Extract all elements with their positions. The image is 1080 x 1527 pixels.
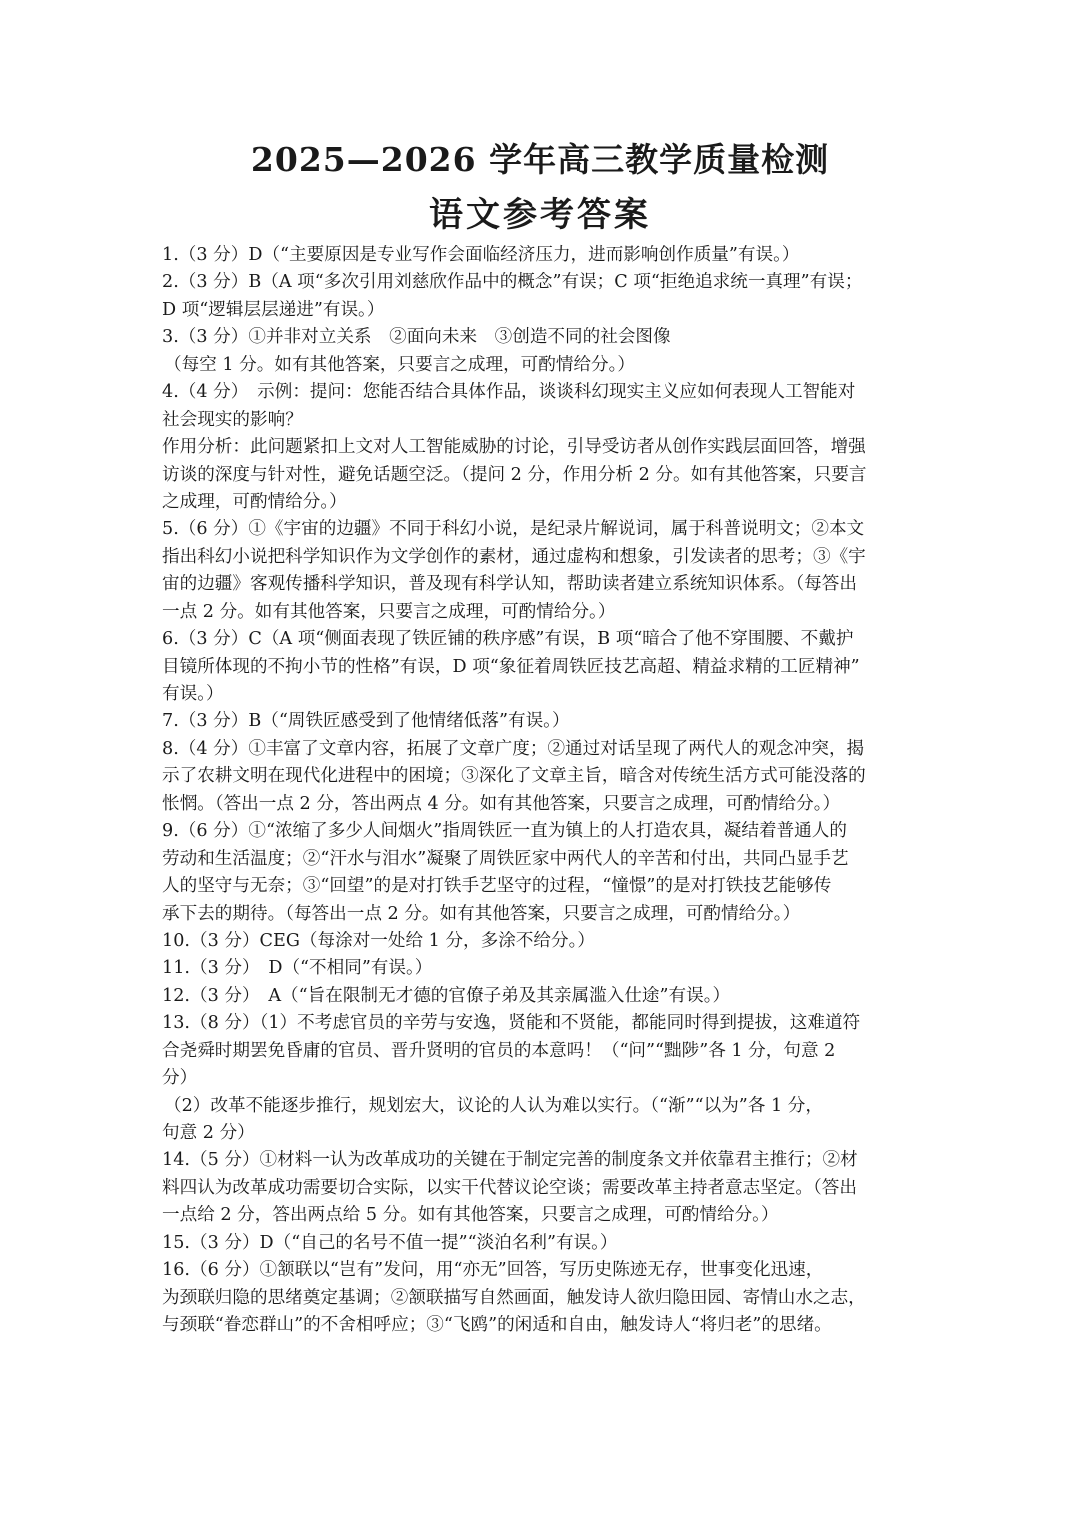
- answer-line: 13.（8 分）（1）不考虑官员的辛劳与安逸，贤能和不贤能，都能同时得到提拔，这难道符: [162, 1013, 861, 1034]
- answer-line: 10.（3 分）CEG（每涂对一处给 1 分，多涂不给分。）: [162, 930, 595, 951]
- answer-line: 12.（3 分） A（“旨在限制无才德的官僚子弟及其亲属滥入仕途”有误。）: [162, 985, 731, 1006]
- answer-line: 句意 2 分）: [162, 1123, 255, 1143]
- answer-line: （2）改革不能逐步推行，规划宏大，议论的人认为难以实行。（“渐”“以为”各 1 分，: [164, 1095, 823, 1116]
- answer-line: （每空 1 分。如有其他答案，只要言之成理，可酌情给分。）: [164, 354, 636, 375]
- answer-line: 承下去的期待。（每答出一点 2 分。如有其他答案，只要言之成理，可酌情给分。）: [162, 903, 801, 924]
- answer-line: 与颈联“眷恋群山”的不舍相呼应；③“飞鸥”的闲适和自由，触发诗人“将归老”的思绪。: [162, 1315, 832, 1336]
- answer-line: 6.（3 分）C（A 项“侧面表现了铁匠铺的秩序感”有误，B 项“暗合了他不穿围腰、不戴护: [162, 629, 854, 650]
- answer-line: 8.（4 分）①丰富了文章内容，拓展了文章广度；②通过对话呈现了两代人的观念冲突，揭: [162, 738, 865, 759]
- answer-line: 3.（3 分）①并非对立关系 ②面向未来 ③创造不同的社会图像: [162, 327, 671, 348]
- document-subtitle: 语文参考答案: [429, 195, 651, 235]
- answer-line: 7.（3 分）B（“周铁匠感受到了他情绪低落”有误。）: [162, 711, 570, 732]
- answer-line: 5.（6 分）①《宇宙的边疆》不同于科幻小说，是纪录片解说词，属于科普说明文；②本文: [162, 519, 865, 540]
- answer-line: 4.（4 分） 示例：提问：您能否结合具体作品，谈谈科幻现实主义应如何表现人工智能对: [162, 382, 856, 403]
- document-title: 2025—2026 学年高三教学质量检测: [250, 140, 830, 179]
- answer-line: 14.（5 分）①材料一认为改革成功的关键在于制定完善的制度条文并依靠君主推行；②材: [162, 1150, 858, 1171]
- answer-line: 为颈联归隐的思绪奠定基调；②颔联描写自然画面，触发诗人欲归隐田园、寄情山水之志，: [162, 1287, 866, 1308]
- answer-line: 料四认为改革成功需要切合实际，以实干代替议论空谈；需要改革主持者意志坚定。（答出: [162, 1177, 857, 1198]
- answer-line: 9.（6 分）①“浓缩了多少人间烟火”指周铁匠一直为镇上的人打造农具，凝结着普通人的: [162, 821, 847, 842]
- answer-line: 目镜所体现的不拘小节的性格”有误，D 项“象征着周铁匠技艺高超、精益求精的工匠精神”: [162, 656, 860, 677]
- answer-line: 11.（3 分） D（“不相同”有误。）: [162, 958, 433, 979]
- answer-line: 一点给 2 分，答出两点给 5 分。如有其他答案，只要言之成理，可酌情给分。）: [162, 1205, 779, 1226]
- answer-line: 怅惘。（答出一点 2 分，答出两点 4 分。如有其他答案，只要言之成理，可酌情给分。）: [162, 793, 841, 814]
- answer-line: 分）: [162, 1068, 198, 1089]
- answer-line: 15.（3 分）D（“自己的名号不值一提”“淡泊名利”有误。）: [162, 1232, 618, 1253]
- answer-line: 2.（3 分）B（A 项“多次引用刘慈欣作品中的概念”有误；C 项“拒绝追求统一真理”有误；: [162, 272, 863, 293]
- answer-line: 16.（6 分）①颔联以“岂有”发问，用“亦无”回答，写历史陈迹无存，世事变化迅速，: [162, 1260, 824, 1281]
- answer-line: 作用分析：此问题紧扣上文对人工智能威胁的讨论，引导受访者从创作实践层面回答，增强: [162, 437, 866, 458]
- answer-line: 合尧舜时期罢免昏庸的官员、晋升贤明的官员的本意吗！（“问”“黜陟”各 1 分，句意 2: [162, 1040, 836, 1061]
- answer-line: 社会现实的影响？: [162, 409, 303, 430]
- answer-line: 示了农耕文明在现代化进程中的困境；③深化了文章主旨，暗含对传统生活方式可能没落的: [162, 766, 866, 787]
- answer-line: 劳动和生活温度；②“汗水与泪水”凝聚了周铁匠家中两代人的辛苦和付出，共同凸显手艺: [162, 848, 849, 869]
- answer-line: 指出科幻小说把科学知识作为文学创作的素材，通过虚构和想象，引发读者的思考；③《宇: [162, 546, 866, 567]
- answer-line: 有误。）: [162, 684, 224, 704]
- answer-line: 1.（3 分）D（“主要原因是专业写作会面临经济压力，进而影响创作质量”有误。）: [162, 245, 800, 265]
- answer-line: D 项“逻辑层层递进”有误。）: [162, 299, 385, 320]
- answer-line: 之成理，可酌情给分。）: [162, 491, 347, 512]
- answer-line: 人的坚守与无奈；③“回望”的是对打铁手艺坚守的过程，“憧憬”的是对打铁技艺能够传: [162, 876, 832, 897]
- answer-list: [162, 242, 922, 1340]
- answer-line: 宙的边疆》客观传播科学知识，普及现有科学认知，帮助读者建立系统知识体系。（每答出: [162, 574, 857, 595]
- answer-line: 一点 2 分。如有其他答案，只要言之成理，可酌情给分。）: [162, 601, 616, 622]
- answer-line: 访谈的深度与针对性，避免话题空泛。（提问 2 分，作用分析 2 分。如有其他答案，只要言: [162, 464, 867, 485]
